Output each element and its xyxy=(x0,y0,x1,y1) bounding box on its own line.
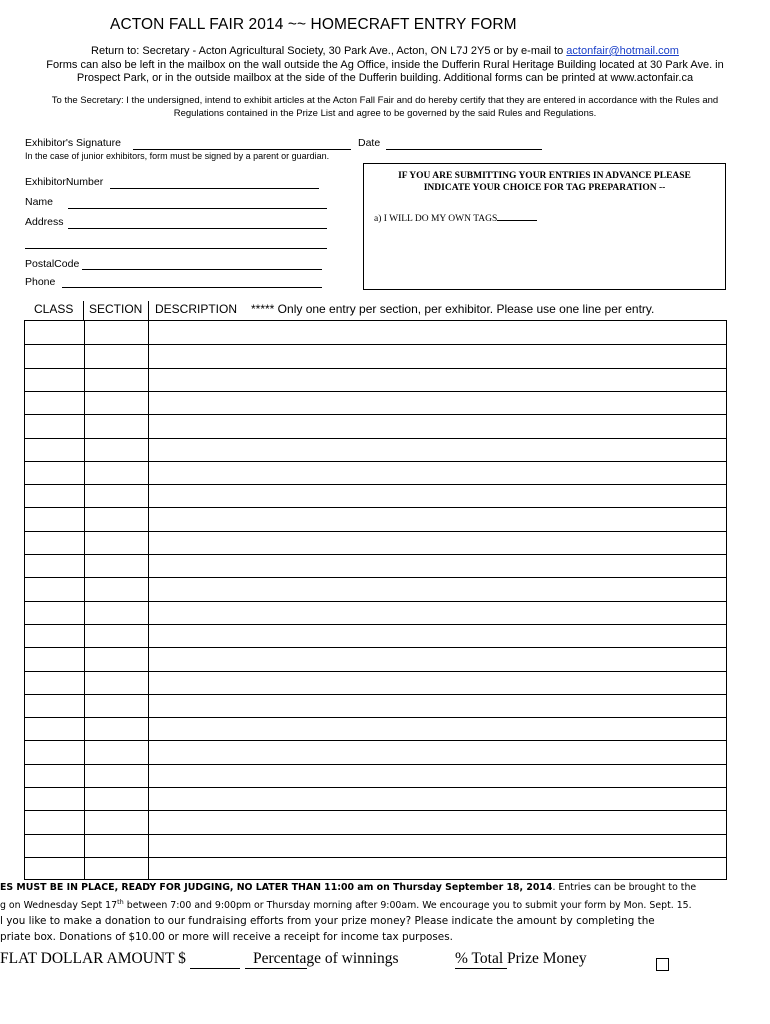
table-row-line xyxy=(25,601,726,602)
name-label: Name xyxy=(25,196,54,208)
table-row-line xyxy=(25,391,726,392)
table-row-line xyxy=(25,694,726,695)
secretary-statement xyxy=(20,95,750,120)
junior-note: In the case of junior exhibitors, form must be signed by a parent or guardian. xyxy=(25,151,330,161)
table-row-line xyxy=(25,787,726,788)
secretary-line-2: Regulations contained in the Prize List and agree to be governed by the said Rules and Regulations. xyxy=(173,107,597,119)
address-field-line-2[interactable] xyxy=(25,248,327,249)
table-row-line xyxy=(25,438,726,439)
header-divider xyxy=(148,301,149,320)
address-field[interactable] xyxy=(68,228,327,229)
judging-deadline xyxy=(0,882,696,893)
table-row-line xyxy=(25,857,726,858)
drop-off-post: between 7:00 and 9:00pm or Thursday morning after 9:00am. We encourage you to submit your form by Mon. Sept. 15. xyxy=(123,900,692,912)
tag-heading-line-1: IF YOU ARE SUBMITTING YOUR ENTRIES IN ADVANCE PLEASE xyxy=(398,171,691,181)
table-row-line xyxy=(25,577,726,578)
address-label: Address xyxy=(25,216,64,228)
judging-deadline-rest: . Entries can be brought to the xyxy=(552,882,697,893)
flat-dollar-field[interactable] xyxy=(190,968,240,969)
table-row-line xyxy=(25,554,726,555)
entry-rule-note: ***** Only one entry per section, per exhibitor. Please use one line per entry. xyxy=(251,302,655,316)
tag-heading xyxy=(364,170,725,194)
postal-code-label: PostalCode xyxy=(25,258,80,270)
table-row-line xyxy=(25,414,726,415)
phone-field[interactable] xyxy=(62,287,322,288)
exhibitor-number-label: ExhibitorNumber xyxy=(25,176,104,188)
signature-field[interactable] xyxy=(133,149,351,150)
percentage-field[interactable] xyxy=(245,968,307,969)
exhibitor-number-field[interactable] xyxy=(110,188,319,189)
secretary-line-1: To the Secretary: I the undersigned, intend to exhibit articles at the Acton Fall Fair and do hereby certify that they are entered in accordance with the Rules and xyxy=(51,95,719,106)
forms-line-1: Forms can also be left in the mailbox on the wall outside the Ag Office, inside the Dufferin Rural Heritage Building located at 30 Park Ave. in xyxy=(46,58,724,71)
table-row-line xyxy=(25,647,726,648)
table-row-line xyxy=(25,484,726,485)
table-row-line xyxy=(25,671,726,672)
drop-off-pre: g on Wednesday Sept 17 xyxy=(0,900,118,912)
section-column-header: SECTION xyxy=(89,302,143,316)
form-title: ACTON FALL FAIR 2014 ~~ HOMECRAFT ENTRY FORM xyxy=(110,16,517,33)
phone-label: Phone xyxy=(25,276,56,288)
postal-code-field[interactable] xyxy=(82,269,322,270)
judging-deadline-bold: ES MUST BE IN PLACE, READY FOR JUDGING, NO LATER THAN 11:00 am on Thursday September 18, 2014 xyxy=(0,882,553,893)
table-row-line xyxy=(25,344,726,345)
class-column-header: CLASS xyxy=(34,302,74,316)
entries-table xyxy=(24,320,727,880)
drop-off-sup: th xyxy=(117,898,124,906)
tag-option-label: a) I WILL DO MY OWN TAGS xyxy=(374,214,498,224)
drop-off-times xyxy=(0,898,692,911)
total-prize-checkbox[interactable] xyxy=(656,958,669,971)
table-row-line xyxy=(25,624,726,625)
total-prize-money: % Total Prize Money xyxy=(455,950,587,967)
name-field[interactable] xyxy=(68,208,327,209)
table-row-line xyxy=(25,740,726,741)
tag-option-own-tags[interactable] xyxy=(374,214,725,224)
tag-heading-line-2: INDICATE YOUR CHOICE FOR TAG PREPARATION -- xyxy=(423,183,666,193)
signature-label: Exhibitor's Signature xyxy=(25,137,121,149)
date-field[interactable] xyxy=(386,149,542,150)
tag-option-blank[interactable] xyxy=(497,220,537,221)
table-row-line xyxy=(25,507,726,508)
description-column-header: DESCRIPTION xyxy=(155,302,238,316)
date-label: Date xyxy=(358,137,381,149)
table-row-line xyxy=(25,717,726,718)
percentage-of-winnings: Percentage of winnings xyxy=(253,950,399,967)
table-row-line xyxy=(25,461,726,462)
tag-preparation-box xyxy=(363,163,726,290)
table-row-line xyxy=(25,810,726,811)
table-row-line xyxy=(25,764,726,765)
donation-line-2: priate box. Donations of $10.00 or more will receive a receipt for income tax purposes. xyxy=(0,931,453,943)
flat-dollar-amount: FLAT DOLLAR AMOUNT $ xyxy=(0,950,186,967)
forms-line-2: Prospect Park, or in the outside mailbox at the side of the Dufferin building. Additional forms can be printed at www.actonfair.ca xyxy=(76,72,694,84)
total-prize-field[interactable] xyxy=(455,968,507,969)
return-text: Return to: Secretary - Acton Agricultural Society, 30 Park Ave., Acton, ON L7J 2Y5 or by e-mail to xyxy=(91,45,567,57)
table-row-line xyxy=(25,368,726,369)
email-link[interactable]: actonfair@hotmail.com xyxy=(566,45,679,57)
table-row-line xyxy=(25,531,726,532)
table-row-line xyxy=(25,834,726,835)
header-divider xyxy=(83,301,84,320)
donation-line-1: l you like to make a donation to our fundraising efforts from your prize money? Please indicate the amount by completing the xyxy=(0,915,655,927)
return-info xyxy=(20,45,750,86)
